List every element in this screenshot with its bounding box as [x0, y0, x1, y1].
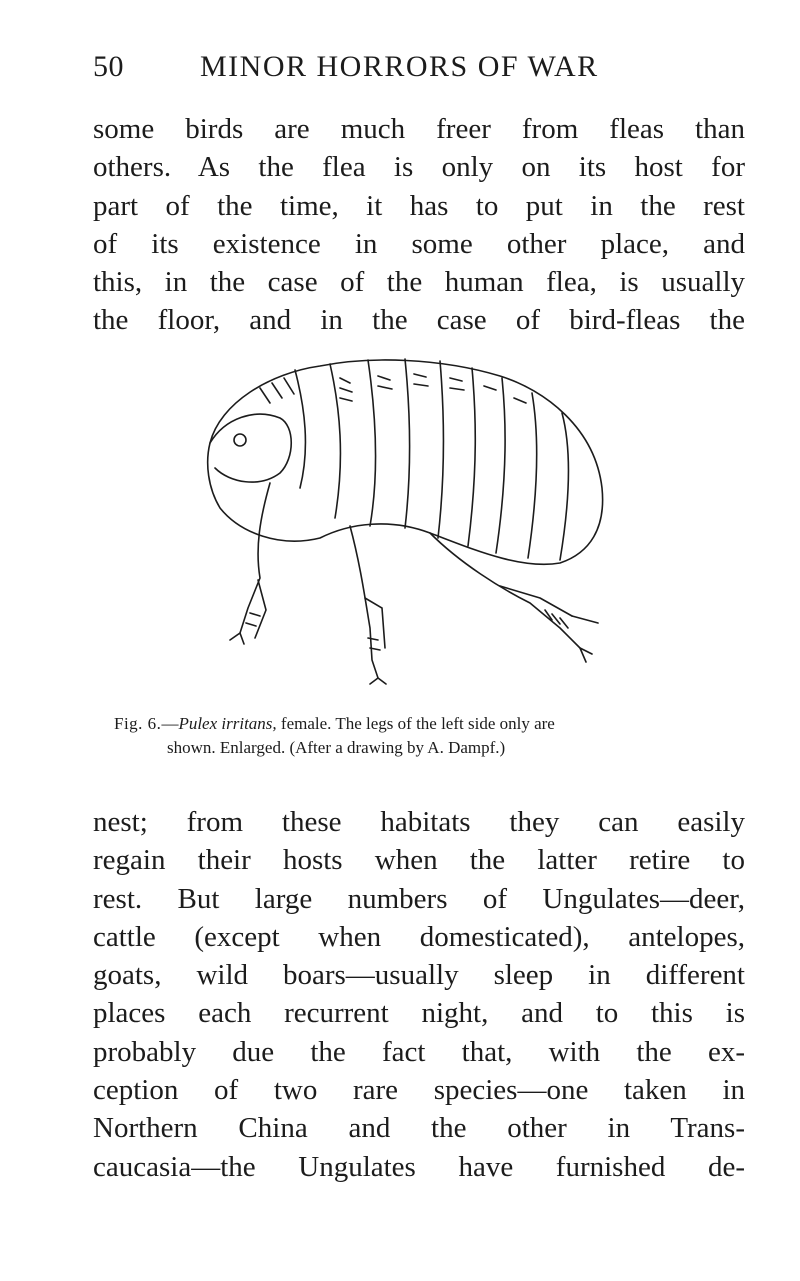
- text-line: of its existence in some other place, and: [93, 227, 745, 260]
- figure-caption: [114, 712, 734, 760]
- text-line: part of the time, it has to put in the rest: [93, 189, 745, 222]
- caption-line: shown. Enlarged. (After a drawing by A. Dampf.): [167, 738, 506, 757]
- text-line: caucasia—the Ungulates have furnished de-: [93, 1150, 745, 1183]
- text-line: some birds are much freer from fleas than: [93, 113, 745, 145]
- text-line: this, in the case of the human flea, is usually: [93, 266, 745, 299]
- page-number: 50: [93, 50, 124, 83]
- text-line: nest; from these habitats they can easily: [93, 806, 745, 838]
- text-line: Northern China and the other in Trans-: [93, 1112, 745, 1145]
- text-line: cattle (except when domesticated), antelopes,: [93, 920, 745, 953]
- text-line: places each recurrent night, and to this is: [93, 997, 745, 1030]
- text-line: probably due the fact that, with the ex-: [93, 1035, 745, 1068]
- page-header: [0, 50, 800, 90]
- caption-line: Fig. 6.—Pulex irritans, female. The legs of the left side only are: [114, 714, 555, 733]
- species-name: Pulex irritans,: [178, 714, 277, 733]
- text-line: ception of two rare species—one taken in: [93, 1074, 745, 1107]
- figure-label: Fig. 6.: [114, 714, 162, 733]
- text-line: rest. But large numbers of Ungulates—deer,: [93, 882, 745, 915]
- paragraph-top: [93, 110, 745, 340]
- flea-illustration: [200, 348, 610, 688]
- caption-text: female. The legs of the left side only are: [276, 714, 555, 733]
- text-line: the floor, and in the case of bird-fleas the: [93, 304, 745, 337]
- flea-drawing: [200, 348, 610, 688]
- text-line: goats, wild boars—usually sleep in different: [93, 959, 745, 992]
- running-title: MINOR HORRORS OF WAR: [200, 50, 599, 83]
- text-line: regain their hosts when the latter retire to: [93, 844, 745, 877]
- text-line: others. As the flea is only on its host for: [93, 151, 745, 184]
- paragraph-bottom: [93, 803, 745, 1186]
